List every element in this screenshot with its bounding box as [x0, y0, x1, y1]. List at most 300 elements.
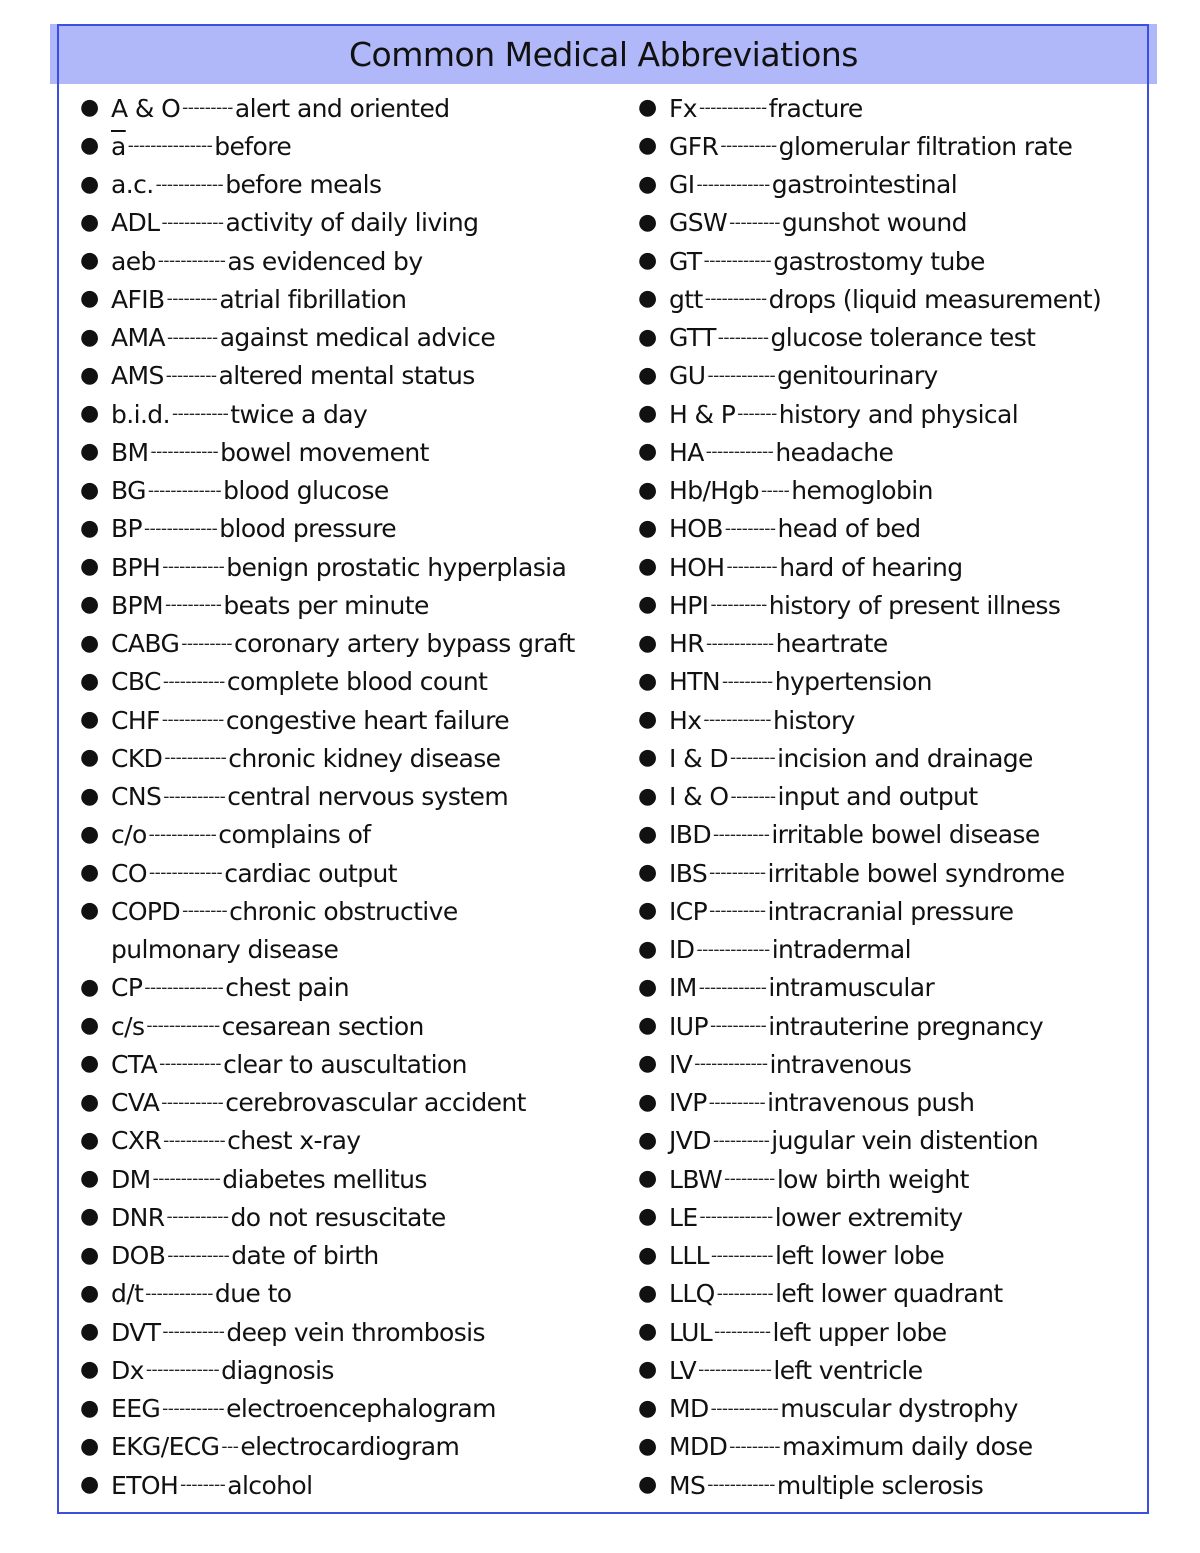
- bullet-icon: ●: [80, 324, 99, 350]
- bullet-icon: ●: [80, 477, 99, 503]
- leader-dashes: -----------: [161, 212, 224, 233]
- leader-dashes: ---------: [166, 327, 218, 348]
- list-item: [638, 1313, 1158, 1351]
- definition: glomerular filtration rate: [778, 131, 1073, 161]
- abbreviation: DM: [111, 1164, 151, 1194]
- bullet-icon: ●: [80, 1089, 99, 1115]
- list-item: [80, 357, 640, 395]
- list-item: [80, 280, 640, 318]
- leader-dashes: -----: [761, 480, 790, 501]
- list-item: [638, 892, 1158, 930]
- bullet-icon: ●: [80, 133, 99, 159]
- bullet-icon: ●: [638, 783, 657, 809]
- definition: complains of: [218, 820, 371, 850]
- abbreviation: LBW: [669, 1164, 723, 1194]
- leader-dashes: ---------: [721, 671, 773, 692]
- bullet-icon: ●: [638, 1433, 657, 1459]
- definition: irritable bowel syndrome: [767, 858, 1065, 888]
- leader-dashes: ----------: [712, 824, 770, 845]
- definition: history: [773, 705, 855, 735]
- definition: muscular dystrophy: [780, 1394, 1018, 1424]
- bullet-icon: ●: [638, 401, 657, 427]
- definition: beats per minute: [223, 590, 429, 620]
- definition: intramuscular: [768, 973, 935, 1003]
- definition: history of present illness: [768, 590, 1061, 620]
- leader-dashes: ------------: [698, 98, 767, 119]
- abbreviation: CNS: [111, 782, 162, 812]
- bullet-icon: ●: [638, 1395, 657, 1421]
- definition: left lower lobe: [774, 1241, 945, 1271]
- definition: drops (liquid measurement): [768, 284, 1102, 314]
- abbreviation: I & O: [669, 782, 729, 812]
- leader-dashes: ----------: [709, 863, 766, 884]
- bullet-icon: ●: [638, 860, 657, 886]
- abbreviation: d/t: [111, 1279, 144, 1309]
- abbreviation: DOB: [111, 1241, 166, 1271]
- leader-dashes: ------------: [705, 442, 774, 463]
- leader-dashes: ----------: [165, 595, 222, 616]
- list-item: [638, 89, 1158, 127]
- definition: headache: [775, 437, 894, 467]
- bullet-icon: ●: [80, 439, 99, 465]
- definition: left upper lobe: [772, 1317, 947, 1347]
- leader-dashes: ---------------: [127, 136, 213, 157]
- definition: intravenous: [769, 1049, 912, 1079]
- list-item: [80, 1428, 640, 1466]
- definition: history and physical: [778, 399, 1019, 429]
- bullet-icon: ●: [638, 1013, 657, 1039]
- bullet-icon: ●: [80, 1319, 99, 1345]
- leader-dashes: ------------: [145, 1283, 213, 1304]
- definition: blood pressure: [219, 514, 397, 544]
- bullet-icon: ●: [638, 707, 657, 733]
- leader-dashes: -------------: [694, 1054, 768, 1075]
- abbreviation: CVA: [111, 1088, 160, 1118]
- definition: irritable bowel disease: [771, 820, 1040, 850]
- bullet-icon: ●: [80, 898, 99, 924]
- abbreviation: I & D: [669, 743, 729, 773]
- list-item: [638, 1275, 1158, 1313]
- abbreviation: ADL: [111, 208, 160, 238]
- bullet-icon: ●: [80, 1242, 99, 1268]
- definition: twice a day: [230, 399, 368, 429]
- abbreviation: JVD: [669, 1126, 711, 1156]
- bullet-icon: ●: [638, 1472, 657, 1498]
- leader-dashes: ----------: [720, 136, 777, 157]
- definition: benign prostatic hyperplasia: [226, 552, 567, 582]
- definition: chronic obstructive: [229, 896, 458, 926]
- list-item: [80, 510, 640, 548]
- abbreviation: GTT: [669, 323, 716, 353]
- abbreviation: HPI: [669, 590, 709, 620]
- definition: jugular vein distention: [771, 1126, 1039, 1156]
- definition: activity of daily living: [225, 208, 479, 238]
- abbreviation: gtt: [669, 284, 703, 314]
- definition: coronary artery bypass graft: [233, 629, 575, 659]
- definition: intracranial pressure: [767, 896, 1014, 926]
- abbreviation: IM: [669, 973, 697, 1003]
- definition: left lower quadrant: [775, 1279, 1003, 1309]
- leader-dashes: ---------: [726, 557, 778, 578]
- abbreviation: CBC: [111, 667, 161, 697]
- bullet-icon: ●: [638, 439, 657, 465]
- abbreviation: LV: [669, 1355, 697, 1385]
- bullet-icon: ●: [80, 95, 99, 121]
- list-item: [638, 1390, 1158, 1428]
- left-column: [80, 89, 640, 1504]
- bullet-icon: ●: [638, 209, 657, 235]
- list-item: [638, 357, 1158, 395]
- leader-dashes: -------------: [146, 1016, 220, 1037]
- abbreviation: aeb: [111, 246, 156, 276]
- bullet-icon: ●: [638, 1357, 657, 1383]
- abbreviation: CP: [111, 973, 143, 1003]
- bullet-icon: ●: [638, 1280, 657, 1306]
- abbreviation: GSW: [669, 208, 728, 238]
- list-item: [638, 433, 1158, 471]
- abbreviation: AMS: [111, 361, 164, 391]
- list-item: [638, 166, 1158, 204]
- definition: gunshot wound: [781, 208, 967, 238]
- bullet-icon: ●: [80, 1013, 99, 1039]
- bullet-icon: ●: [638, 133, 657, 159]
- leader-dashes: ---: [221, 1436, 239, 1457]
- leader-dashes: ------------: [148, 824, 217, 845]
- leader-dashes: ------------: [707, 1475, 775, 1496]
- leader-dashes: ------------: [710, 1398, 779, 1419]
- definition: intravenous push: [767, 1088, 975, 1118]
- definition: gastrostomy tube: [773, 246, 985, 276]
- bullet-icon: ●: [80, 630, 99, 656]
- list-item: [638, 510, 1158, 548]
- bullet-icon: ●: [80, 668, 99, 694]
- leader-dashes: -------: [737, 404, 777, 425]
- abbreviation: MD: [669, 1394, 709, 1424]
- definition: low birth weight: [776, 1164, 969, 1194]
- abbreviation: IBS: [669, 858, 708, 888]
- definition: pulmonary disease: [111, 935, 339, 965]
- definition: multiple sclerosis: [776, 1470, 984, 1500]
- abbreviation: BPM: [111, 590, 163, 620]
- bullet-icon: ●: [80, 707, 99, 733]
- abbreviation: GFR: [669, 131, 719, 161]
- abbreviation: c/o: [111, 820, 147, 850]
- abbreviation: IUP: [669, 1011, 708, 1041]
- abbreviation: HOB: [669, 514, 723, 544]
- list-item: [80, 166, 640, 204]
- bullet-icon: ●: [638, 668, 657, 694]
- leader-dashes: -----------: [163, 1130, 226, 1151]
- list-item: [80, 663, 640, 701]
- abbreviation: IV: [669, 1049, 693, 1079]
- abbreviation: CXR: [111, 1126, 162, 1156]
- abbreviation: BPH: [111, 552, 161, 582]
- leader-dashes: --------------: [144, 977, 224, 998]
- abbreviation: GI: [669, 170, 695, 200]
- leader-dashes: ---------: [166, 289, 218, 310]
- definition: left ventricle: [773, 1355, 923, 1385]
- list-item: [80, 1160, 640, 1198]
- leader-dashes: ------------: [703, 710, 772, 731]
- definition: intradermal: [771, 935, 911, 965]
- list-item: [80, 127, 640, 165]
- list-item: [80, 892, 640, 930]
- leader-dashes: ---------: [182, 98, 233, 119]
- leader-dashes: --------: [730, 748, 776, 769]
- list-item: [80, 778, 640, 816]
- definition: gastrointestinal: [771, 170, 958, 200]
- bullet-icon: ●: [80, 1395, 99, 1421]
- definition: chronic kidney disease: [228, 743, 501, 773]
- bullet-icon: ●: [80, 554, 99, 580]
- abbreviation: HTN: [669, 667, 720, 697]
- bullet-icon: ●: [80, 1433, 99, 1459]
- definition: intrauterine pregnancy: [768, 1011, 1044, 1041]
- bullet-icon: ●: [80, 515, 99, 541]
- abbreviation: HOH: [669, 552, 725, 582]
- leader-dashes: -----------: [704, 289, 767, 310]
- list-item: [80, 433, 640, 471]
- abbreviation: GU: [669, 361, 706, 391]
- bullet-icon: ●: [638, 745, 657, 771]
- list-item: [638, 1237, 1158, 1275]
- leader-dashes: ------------: [157, 251, 226, 272]
- leader-dashes: -----------: [161, 710, 224, 731]
- abbreviation: CHF: [111, 705, 160, 735]
- leader-dashes: ----------: [709, 901, 766, 922]
- abbreviation: HA: [669, 437, 704, 467]
- abbreviation: LUL: [669, 1317, 713, 1347]
- bullet-icon: ●: [80, 171, 99, 197]
- definition: altered mental status: [218, 361, 475, 391]
- leader-dashes: ---------: [181, 633, 232, 654]
- leader-dashes: ------------: [155, 174, 224, 195]
- list-item: [638, 1122, 1158, 1160]
- abbreviation: MS: [669, 1470, 706, 1500]
- definition: before: [214, 131, 292, 161]
- definition: maximum daily dose: [782, 1432, 1033, 1462]
- bullet-icon: ●: [80, 286, 99, 312]
- bullet-icon: ●: [80, 248, 99, 274]
- leader-dashes: -----------: [711, 1245, 773, 1266]
- abbreviation: GT: [669, 246, 702, 276]
- bullet-icon: ●: [638, 477, 657, 503]
- bullet-icon: ●: [638, 1242, 657, 1268]
- list-item: [638, 1045, 1158, 1083]
- leader-dashes: -------------: [698, 1360, 772, 1381]
- abbreviation: IBD: [669, 820, 711, 850]
- list-item: [80, 472, 640, 510]
- list-item: [80, 1198, 640, 1236]
- definition: diagnosis: [221, 1355, 334, 1385]
- definition: complete blood count: [226, 667, 488, 697]
- list-item: [80, 1237, 640, 1275]
- leader-dashes: -----------: [164, 748, 227, 769]
- leader-dashes: ---------: [724, 1169, 775, 1190]
- list-item: [638, 472, 1158, 510]
- leader-dashes: -----------: [162, 1398, 225, 1419]
- bullet-icon: ●: [80, 362, 99, 388]
- definition: lower extremity: [774, 1202, 963, 1232]
- bullet-icon: ●: [80, 209, 99, 235]
- leader-dashes: ---------: [717, 327, 769, 348]
- leader-dashes: -----------: [162, 557, 225, 578]
- list-item: [638, 242, 1158, 280]
- abbreviation: DVT: [111, 1317, 161, 1347]
- list-item: [80, 701, 640, 739]
- list-item: [80, 816, 640, 854]
- abbreviation: H & P: [669, 399, 736, 429]
- leader-dashes: -------------: [145, 1360, 220, 1381]
- bullet-icon: ●: [80, 974, 99, 1000]
- leader-dashes: ----------: [716, 1283, 774, 1304]
- list-item: [80, 1466, 640, 1504]
- list-item: [638, 127, 1158, 165]
- abbreviation: DNR: [111, 1202, 165, 1232]
- right-column: [638, 89, 1158, 1504]
- definition: input and output: [777, 782, 978, 812]
- leader-dashes: -----------: [161, 1092, 224, 1113]
- bullet-icon: ●: [80, 860, 99, 886]
- bullet-icon: ●: [638, 515, 657, 541]
- abbreviation: ETOH: [111, 1470, 179, 1500]
- leader-dashes: --------: [182, 901, 228, 922]
- definition: before meals: [225, 170, 382, 200]
- list-item: [638, 663, 1158, 701]
- bullet-icon: ●: [638, 592, 657, 618]
- list-item: [638, 931, 1158, 969]
- abbreviation: BG: [111, 476, 146, 506]
- definition: head of bed: [777, 514, 921, 544]
- definition: against medical advice: [219, 323, 496, 353]
- list-item: [638, 739, 1158, 777]
- abbreviation: $\overline{a}$: [111, 131, 126, 161]
- bullet-icon: ●: [80, 1127, 99, 1153]
- abbreviation: LLQ: [669, 1279, 715, 1309]
- list-item: [638, 319, 1158, 357]
- leader-dashes: -------------: [699, 1207, 773, 1228]
- definition: chest x-ray: [227, 1126, 361, 1156]
- leader-dashes: -------------: [147, 480, 222, 501]
- definition: do not resuscitate: [230, 1202, 446, 1232]
- definition: clear to auscultation: [223, 1049, 467, 1079]
- leader-dashes: -----------: [159, 1054, 222, 1075]
- abbreviation: BM: [111, 437, 149, 467]
- list-item: [80, 395, 640, 433]
- definition: central nervous system: [227, 782, 509, 812]
- definition: genitourinary: [777, 361, 938, 391]
- abbreviation: AMA: [111, 323, 165, 353]
- abbreviation: ICP: [669, 896, 708, 926]
- leader-dashes: --------: [730, 786, 776, 807]
- leader-dashes: ------------: [698, 977, 767, 998]
- list-item: [638, 816, 1158, 854]
- definition: diabetes mellitus: [222, 1164, 427, 1194]
- definition: cardiac output: [224, 858, 397, 888]
- definition: electroencephalogram: [226, 1394, 496, 1424]
- list-item: [80, 548, 640, 586]
- definition: glucose tolerance test: [770, 323, 1036, 353]
- list-item: [80, 89, 640, 127]
- definition: heartrate: [775, 629, 888, 659]
- list-item: [80, 1275, 640, 1313]
- bullet-icon: ●: [638, 248, 657, 274]
- abbreviation: LE: [669, 1202, 698, 1232]
- leader-dashes: --------: [180, 1475, 226, 1496]
- list-item: [638, 1466, 1158, 1504]
- bullet-icon: ●: [80, 1204, 99, 1230]
- list-item: [80, 625, 640, 663]
- bullet-icon: ●: [80, 1357, 99, 1383]
- page-title: Common Medical Abbreviations: [349, 34, 858, 74]
- leader-dashes: ----------: [171, 404, 229, 425]
- list-item: [80, 242, 640, 280]
- list-item: [80, 1007, 640, 1045]
- abbreviation: CTA: [111, 1049, 158, 1079]
- bullet-icon: ●: [638, 974, 657, 1000]
- leader-dashes: -------------: [144, 518, 218, 539]
- list-item: [638, 1160, 1158, 1198]
- bullet-icon: ●: [638, 1127, 657, 1153]
- list-item: [638, 1007, 1158, 1045]
- definition: hard of hearing: [779, 552, 963, 582]
- list-item: [638, 280, 1158, 318]
- leader-dashes: -----------: [162, 671, 225, 692]
- abbreviation: COPD: [111, 896, 181, 926]
- bullet-icon: ●: [638, 630, 657, 656]
- abbreviation: c/s: [111, 1011, 145, 1041]
- leader-dashes: ---------: [165, 365, 217, 386]
- list-item: [638, 854, 1158, 892]
- definition: as evidenced by: [227, 246, 423, 276]
- list-item: [638, 625, 1158, 663]
- definition: alcohol: [227, 1470, 313, 1500]
- leader-dashes: ------------: [150, 442, 219, 463]
- leader-dashes: ---------: [724, 518, 776, 539]
- bullet-icon: ●: [80, 1472, 99, 1498]
- bullet-icon: ●: [638, 1051, 657, 1077]
- bullet-icon: ●: [80, 1280, 99, 1306]
- bullet-icon: ●: [638, 936, 657, 962]
- definition: blood glucose: [223, 476, 389, 506]
- leader-dashes: -----------: [162, 1322, 225, 1343]
- list-item: [638, 969, 1158, 1007]
- abbreviation: EKG/ECG: [111, 1432, 220, 1462]
- leader-dashes: ---------: [729, 212, 780, 233]
- leader-dashes: -------------: [696, 939, 770, 960]
- abbreviation: EEG: [111, 1394, 161, 1424]
- list-item: [638, 778, 1158, 816]
- abbreviation: Hb/Hgb: [669, 476, 760, 506]
- abbreviation: Hx: [669, 705, 702, 735]
- bullet-icon: ●: [638, 821, 657, 847]
- list-item: [638, 701, 1158, 739]
- list-item: [638, 548, 1158, 586]
- definition: cesarean section: [221, 1011, 424, 1041]
- definition: deep vein thrombosis: [226, 1317, 485, 1347]
- abbreviation: Dx: [111, 1355, 144, 1385]
- leader-dashes: -------------: [148, 863, 223, 884]
- list-item: [80, 204, 640, 242]
- leader-dashes: ---------: [729, 1436, 780, 1457]
- leader-dashes: -----------: [166, 1207, 229, 1228]
- abbreviation: IVP: [669, 1088, 707, 1118]
- bullet-icon: ●: [638, 898, 657, 924]
- list-item-continuation: [80, 931, 640, 969]
- leader-dashes: -----------: [163, 786, 226, 807]
- bullet-icon: ●: [80, 401, 99, 427]
- definition: bowel movement: [220, 437, 429, 467]
